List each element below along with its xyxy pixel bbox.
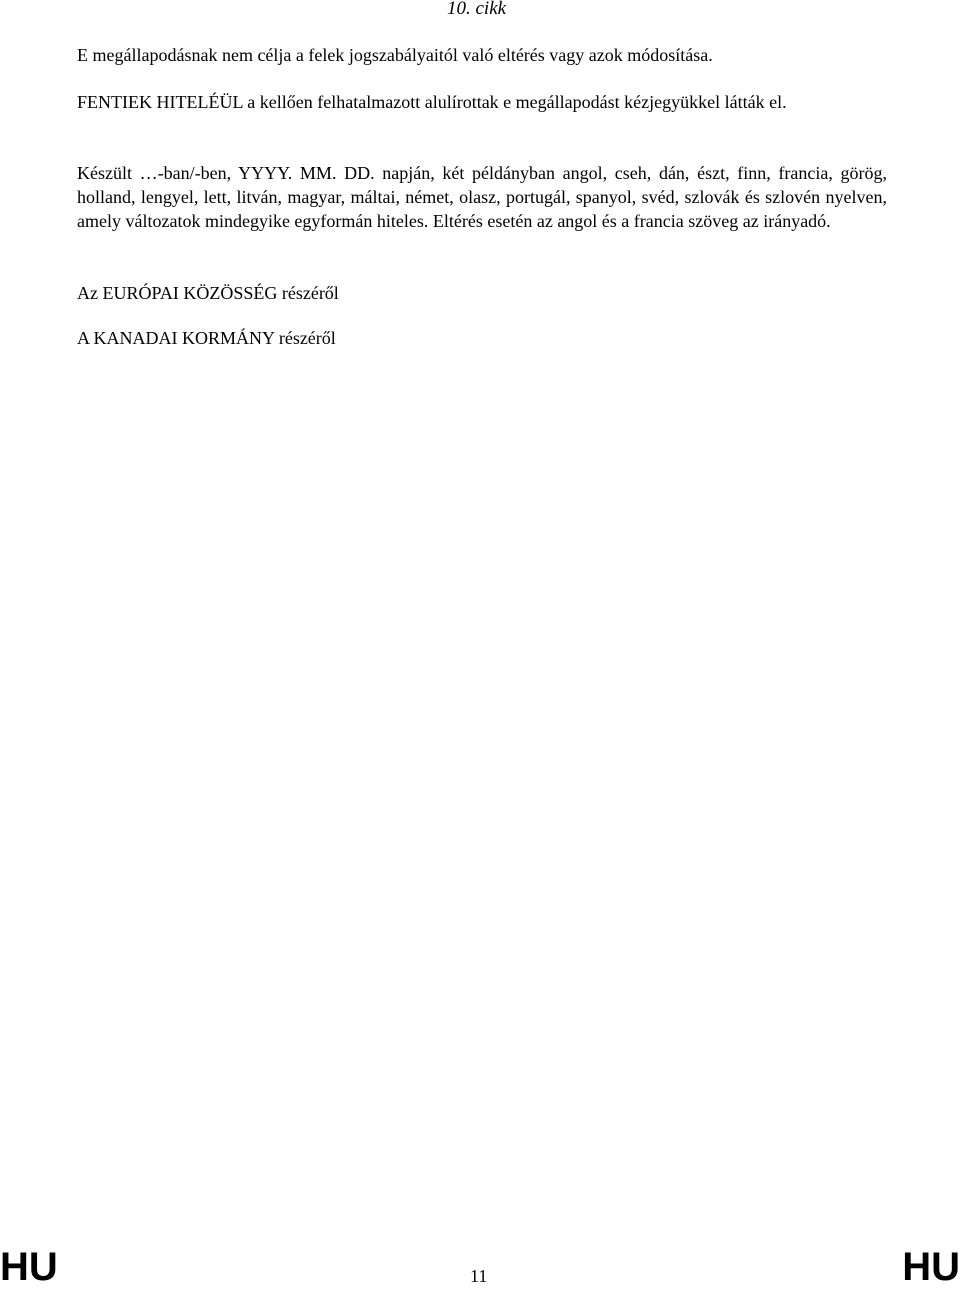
footer-language-mark-right: HU	[902, 1245, 960, 1289]
signature-european-community: Az EURÓPAI KÖZÖSSÉG részéről	[77, 283, 339, 303]
page-number: 11	[470, 1266, 488, 1286]
paragraph-in-witness: FENTIEK HITELÉÜL a kellően felhatalmazott alulírottak e megállapodást kézjegyükkel látták el.	[77, 92, 787, 112]
footer-language-mark-left: HU	[0, 1245, 58, 1289]
signature-government-of-canada: A KANADAI KORMÁNY részéről	[77, 328, 336, 348]
article-heading: 10. cikk	[447, 0, 507, 19]
paragraph-done-at: Készült …-ban/-ben, YYYY. MM. DD. napján, két példányban angol, cseh, dán, észt, finn, francia, görög, holland, lengyel, lett, litván, magyar, máltai, német, olasz, portugál, spanyol, svéd, szlovák és szlovén nyelven, amely változatok mindegyike egyformán hiteles. Eltérés esetén az angol és a francia szöveg az irányadó.	[77, 163, 887, 231]
paragraph-no-derogation: E megállapodásnak nem célja a felek jogszabályaitól való eltérés vagy azok módosítása.	[77, 45, 713, 65]
